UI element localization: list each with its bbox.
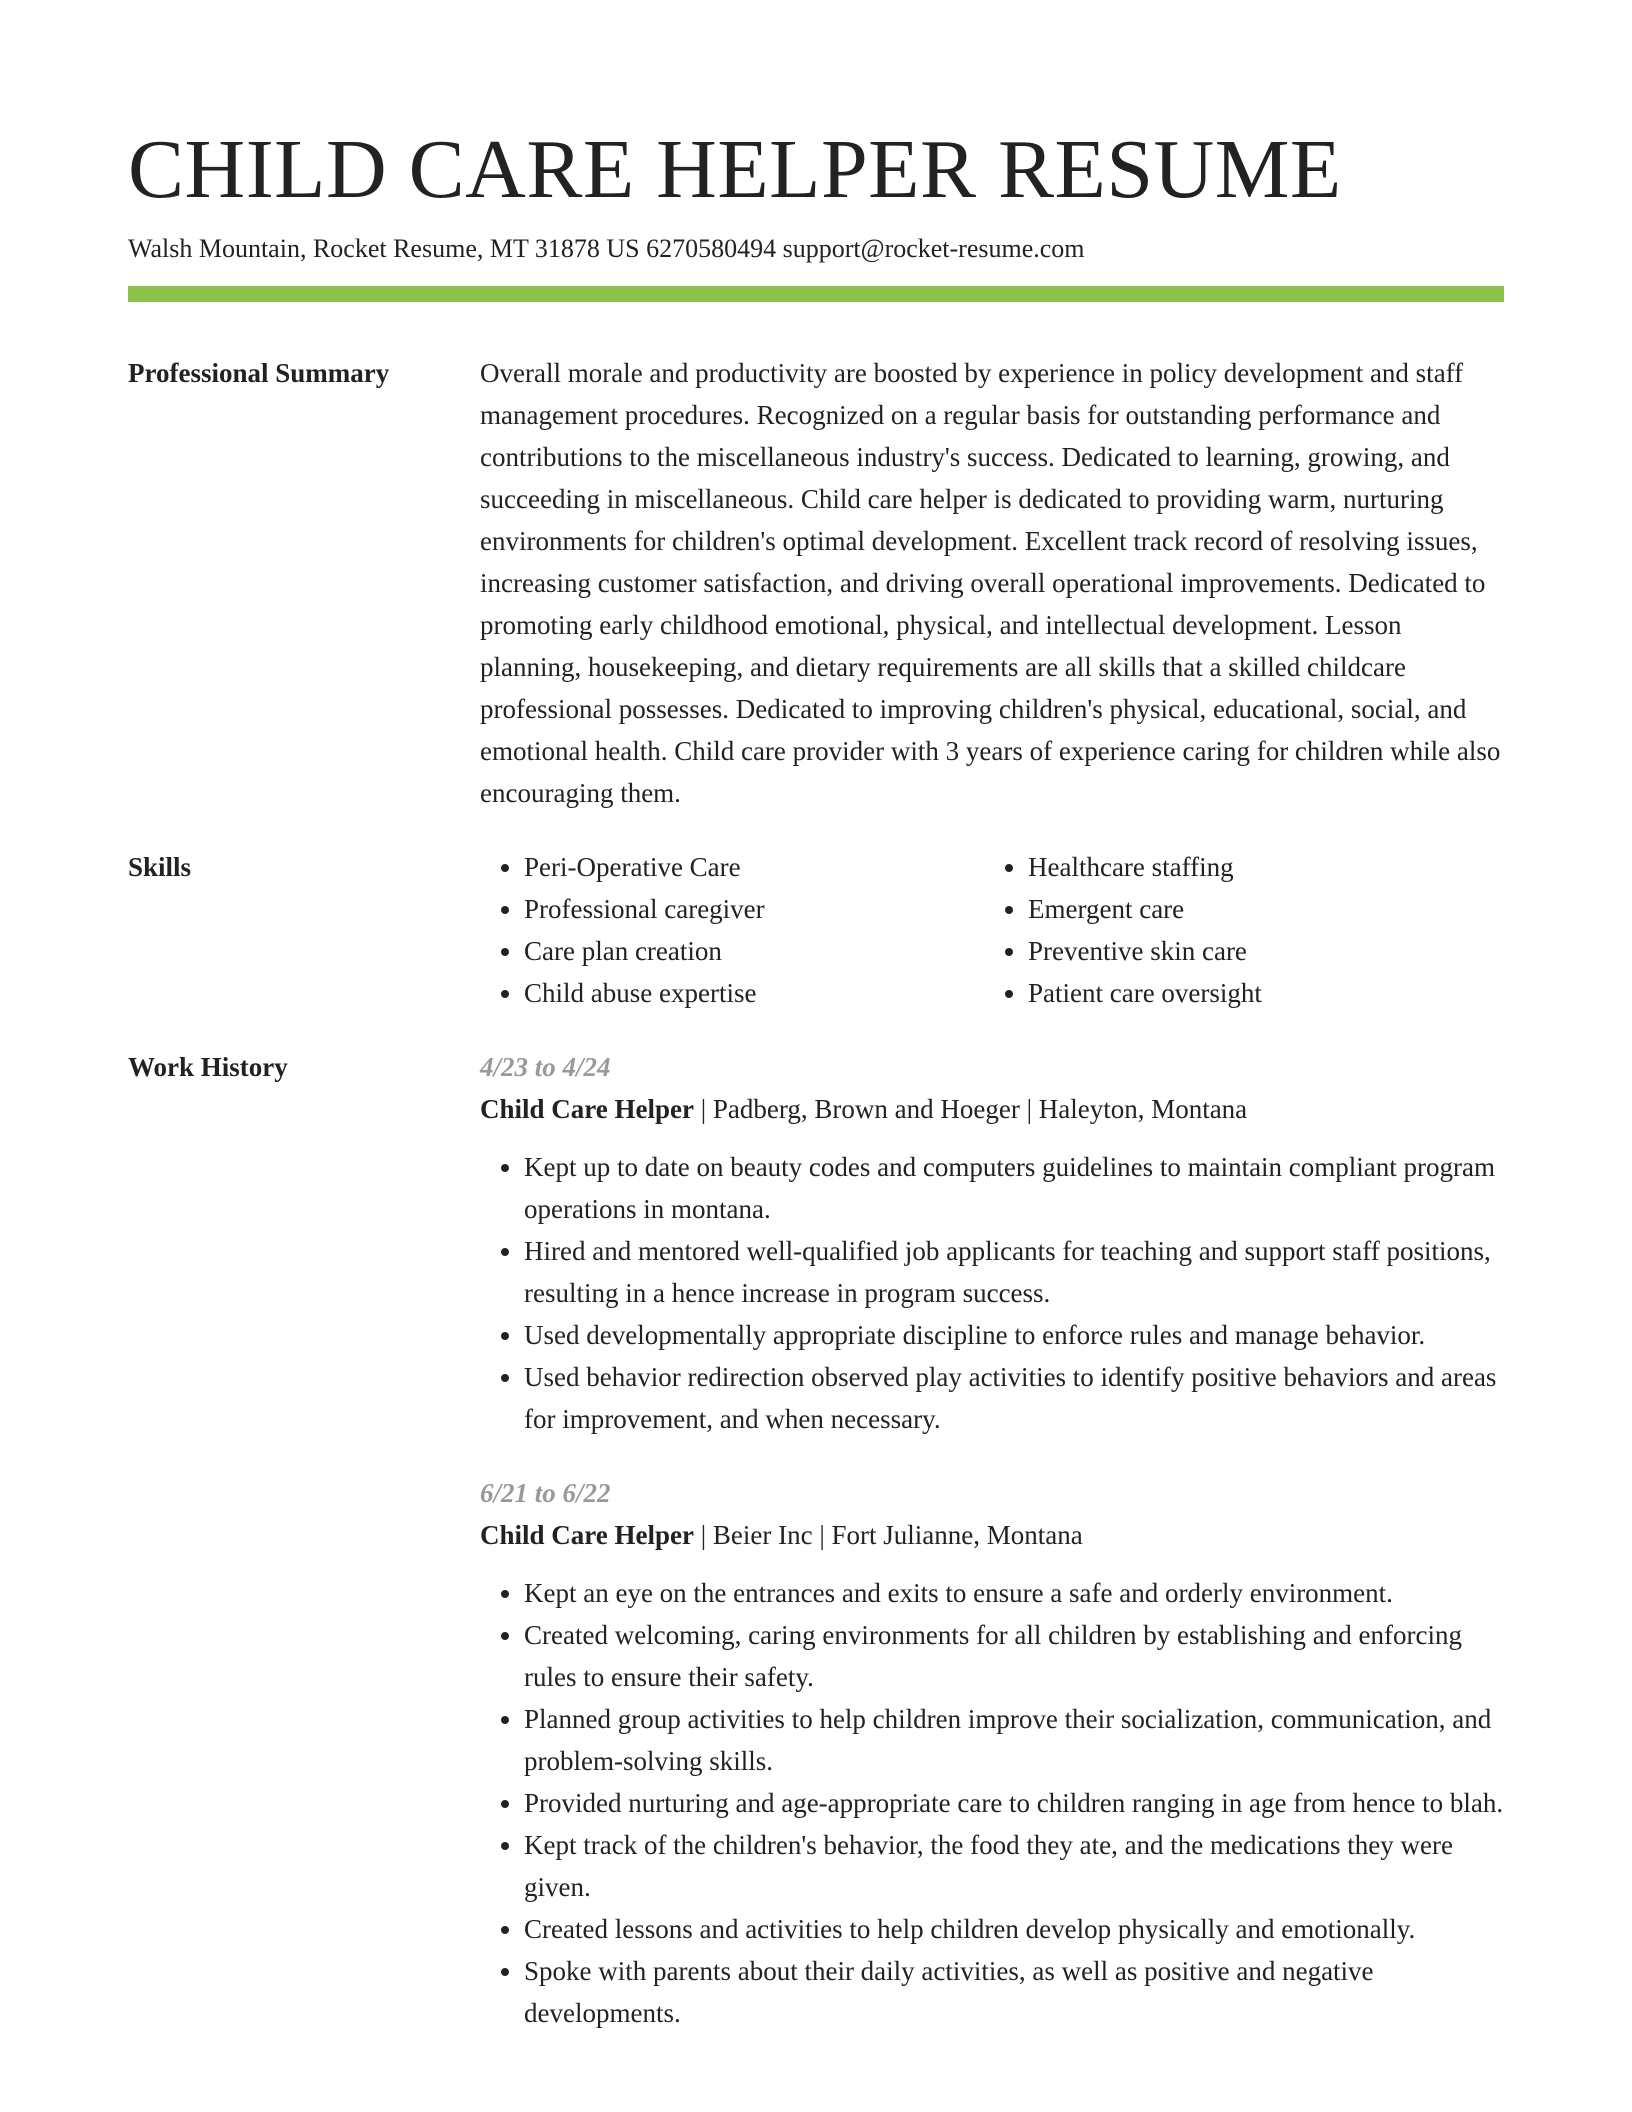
job-details: | Padberg, Brown and Hoeger | Haleyton, Montana: [693, 1094, 1248, 1124]
duty-item: • Used developmentally appropriate discipline to enforce rules and manage behavior.: [524, 1314, 1504, 1356]
section-label-skills: Skills: [128, 852, 192, 882]
duty-item: • Kept an eye on the entrances and exits to ensure a safe and orderly environment.: [524, 1572, 1504, 1614]
summary-text: Overall morale and productivity are boosted by experience in policy development and staff management procedures. Recognized on a regular basis for outstanding performance and contributions to the miscellaneous industry's success. Dedicated to learning, growing, and succeeding in miscellaneous. Child care helper is dedicated to providing warm, nurturing environments for children's optimal development. Excellent track record of resolving issues, increasing customer satisfaction, and driving overall operational improvements. Dedicated to promoting early childhood emotional, physical, and intellectual development. Lesson planning, housekeeping, and dietary requirements are all skills that a skilled childcare professional possesses. Dedicated to improving children's physical, educational, social, and emotional health. Child care provider with 3 years of experience caring for children while also encouraging them.: [480, 358, 1501, 808]
skills-list-right: [984, 846, 1504, 1014]
duty-item: • Planned group activities to help children improve their socialization, communication, and problem-solving skills.: [524, 1698, 1504, 1782]
duty-item: • Provided nurturing and age-appropriate care to children ranging in age from hence to blah.: [524, 1782, 1504, 1824]
work-body: [480, 1046, 1504, 2066]
job-details: | Beier Inc | Fort Julianne, Montana: [693, 1520, 1083, 1550]
job-title-line: [480, 1088, 1504, 1130]
skill-item: • Peri-Operative Care: [524, 846, 984, 888]
duty-item: • Hired and mentored well-qualified job applicants for teaching and support staff positions, resulting in a hence increase in program success.: [524, 1230, 1504, 1314]
duty-item: • Kept track of the children's behavior, the food they ate, and the medications they were given.: [524, 1824, 1504, 1908]
duty-item: • Kept up to date on beauty codes and computers guidelines to maintain compliant program operations in montana.: [524, 1146, 1504, 1230]
job-title: Child Care Helper: [480, 1520, 694, 1550]
job-entry: [480, 1472, 1504, 2034]
skills-list-left: [480, 846, 984, 1014]
duty-item: • Spoke with parents about their daily activities, as well as positive and negative developments.: [524, 1950, 1504, 2034]
duty-item: • Created welcoming, caring environments for all children by establishing and enforcing rules to ensure their safety.: [524, 1614, 1504, 1698]
skill-item: • Healthcare staffing: [1028, 846, 1504, 888]
skill-item: • Emergent care: [1028, 888, 1504, 930]
skills-grid: [480, 846, 1504, 1014]
resume-page: [128, 120, 1504, 2066]
professional-summary-section: [128, 352, 1504, 814]
job-title: Child Care Helper: [480, 1094, 694, 1124]
resume-title: CHILD CARE HELPER RESUME: [128, 123, 1342, 216]
header-divider: [128, 286, 1504, 302]
skills-section: [128, 846, 1504, 1014]
duty-item: • Created lessons and activities to help children develop physically and emotionally.: [524, 1908, 1504, 1950]
job-duties-list: [480, 1572, 1504, 2034]
section-label-work: Work History: [128, 1052, 288, 1082]
skill-item: • Preventive skin care: [1028, 930, 1504, 972]
job-dates: 6/21 to 6/22: [480, 1478, 611, 1508]
skill-item: • Care plan creation: [524, 930, 984, 972]
skill-item: • Professional caregiver: [524, 888, 984, 930]
skill-item: • Patient care oversight: [1028, 972, 1504, 1014]
skills-body: [480, 846, 1504, 1014]
section-label-summary: Professional Summary: [128, 358, 390, 388]
skill-item: • Child abuse expertise: [524, 972, 984, 1014]
job-entry: [480, 1046, 1504, 1440]
job-title-line: [480, 1514, 1504, 1556]
contact-line: Walsh Mountain, Rocket Resume, MT 31878 US 6270580494 support@rocket-resume.com: [128, 234, 1085, 263]
work-history-section: [128, 1046, 1504, 2066]
job-duties-list: [480, 1146, 1504, 1440]
summary-body: [480, 352, 1504, 814]
job-dates: 4/23 to 4/24: [480, 1052, 611, 1082]
duty-item: • Used behavior redirection observed play activities to identify positive behaviors and areas for improvement, and when necessary.: [524, 1356, 1504, 1440]
